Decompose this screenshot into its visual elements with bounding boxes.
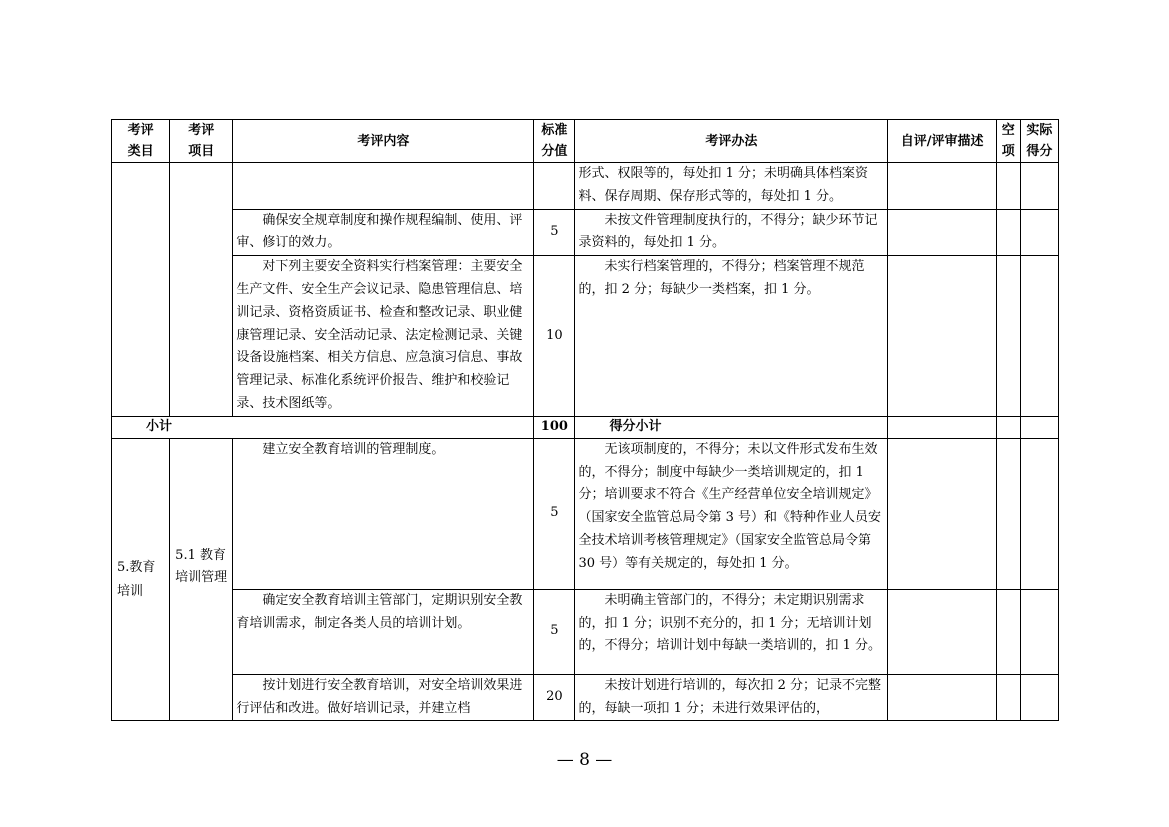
method-cell: 未明确主管部门的，不得分；未定期识别需求的，扣 1 分；识别不充分的，扣 1 分；无培训计划的，不得分；培训计划中每缺一类培训的，扣 1 分。 [575, 589, 888, 674]
blank-cell [996, 438, 1020, 589]
subtotal-score: 100 [534, 416, 575, 438]
blank-cell [996, 209, 1020, 256]
actual-cell [1020, 256, 1058, 417]
evaluation-table [111, 119, 1059, 721]
content-cell: 建立安全教育培训的管理制度。 [233, 438, 534, 589]
content-cell: 确定安全教育培训主管部门，定期识别安全教育培训需求，制定各类人员的培训计划。 [233, 589, 534, 674]
page-number: — 8 — [556, 750, 613, 770]
table-header-row [112, 120, 1059, 163]
review-cell [888, 163, 996, 210]
actual-cell [1020, 589, 1058, 674]
item-cell-education-management: 5.1 教育培训管理 [170, 438, 233, 721]
table-row [112, 209, 1059, 256]
subtotal-row [112, 416, 1059, 438]
method-cell: 未实行档案管理的，不得分；档案管理不规范的，扣 2 分；每缺少一类档案，扣 1 分。 [575, 256, 888, 417]
blank-cell [996, 163, 1020, 210]
header-category: 考评类目 [112, 120, 170, 163]
score-cell: 10 [534, 256, 575, 417]
score-cell: 20 [534, 674, 575, 721]
subtotal-label: 小计 [112, 416, 534, 438]
score-cell [534, 163, 575, 210]
method-cell: 形式、权限等的，每处扣 1 分；未明确具体档案资料、保存周期、保存形式等的，每处扣 1 分。 [575, 163, 888, 210]
table-row [112, 163, 1059, 210]
review-cell [888, 674, 996, 721]
score-cell: 5 [534, 438, 575, 589]
content-cell: 确保安全规章制度和操作规程编制、使用、评审、修订的效力。 [233, 209, 534, 256]
table-row [112, 589, 1059, 674]
item-cell-empty [170, 163, 233, 417]
blank-cell [996, 674, 1020, 721]
score-cell: 5 [534, 209, 575, 256]
blank-cell [996, 256, 1020, 417]
actual-cell [1020, 416, 1058, 438]
actual-cell [1020, 674, 1058, 721]
content-cell: 对下列主要安全资料实行档案管理：主要安全生产文件、安全生产会议记录、隐患管理信息、培训记录、资格资质证书、检查和整改记录、职业健康管理记录、安全活动记录、法定检测记录、关键设备设施档案、相关方信息、应急演习信息、事故管理记录、标准化系统评价报告、维护和校验记录、技术图纸等。 [233, 256, 534, 417]
review-cell [888, 416, 996, 438]
blank-cell [996, 589, 1020, 674]
category-cell-empty [112, 163, 170, 417]
method-cell: 未按计划进行培训的，每次扣 2 分；记录不完整的，每缺一项扣 1 分；未进行效果评估的， [575, 674, 888, 721]
actual-cell [1020, 438, 1058, 589]
review-cell [888, 209, 996, 256]
header-item: 考评项目 [170, 120, 233, 163]
review-cell [888, 256, 996, 417]
blank-cell [996, 416, 1020, 438]
actual-cell [1020, 209, 1058, 256]
content-cell [233, 163, 534, 210]
category-cell-education: 5.教育培训 [112, 438, 170, 721]
subtotal-method-label: 得分小计 [575, 416, 888, 438]
table-row [112, 256, 1059, 417]
header-method: 考评办法 [575, 120, 888, 163]
content-cell: 按计划进行安全教育培训，对安全培训效果进行评估和改进。做好培训记录，并建立档 [233, 674, 534, 721]
method-cell: 未按文件管理制度执行的，不得分；缺少环节记录资料的，每处扣 1 分。 [575, 209, 888, 256]
method-cell: 无该项制度的，不得分；未以文件形式发布生效的，不得分；制度中每缺少一类培训规定的，扣 1 分；培训要求不符合《生产经营单位安全培训规定》（国家安全监管总局令第 3 号）和《特种作业人员安全技术培训考核管理规定》（国家安全监管总局令第 30 号）等有关规定的，每处扣 1 分。 [575, 438, 888, 589]
header-actual: 实际得分 [1020, 120, 1058, 163]
header-blank: 空项 [996, 120, 1020, 163]
score-cell: 5 [534, 589, 575, 674]
header-content: 考评内容 [233, 120, 534, 163]
table-row [112, 674, 1059, 721]
table-row [112, 438, 1059, 589]
header-score: 标准分值 [534, 120, 575, 163]
actual-cell [1020, 163, 1058, 210]
review-cell [888, 589, 996, 674]
review-cell [888, 438, 996, 589]
header-review: 自评/评审描述 [888, 120, 996, 163]
